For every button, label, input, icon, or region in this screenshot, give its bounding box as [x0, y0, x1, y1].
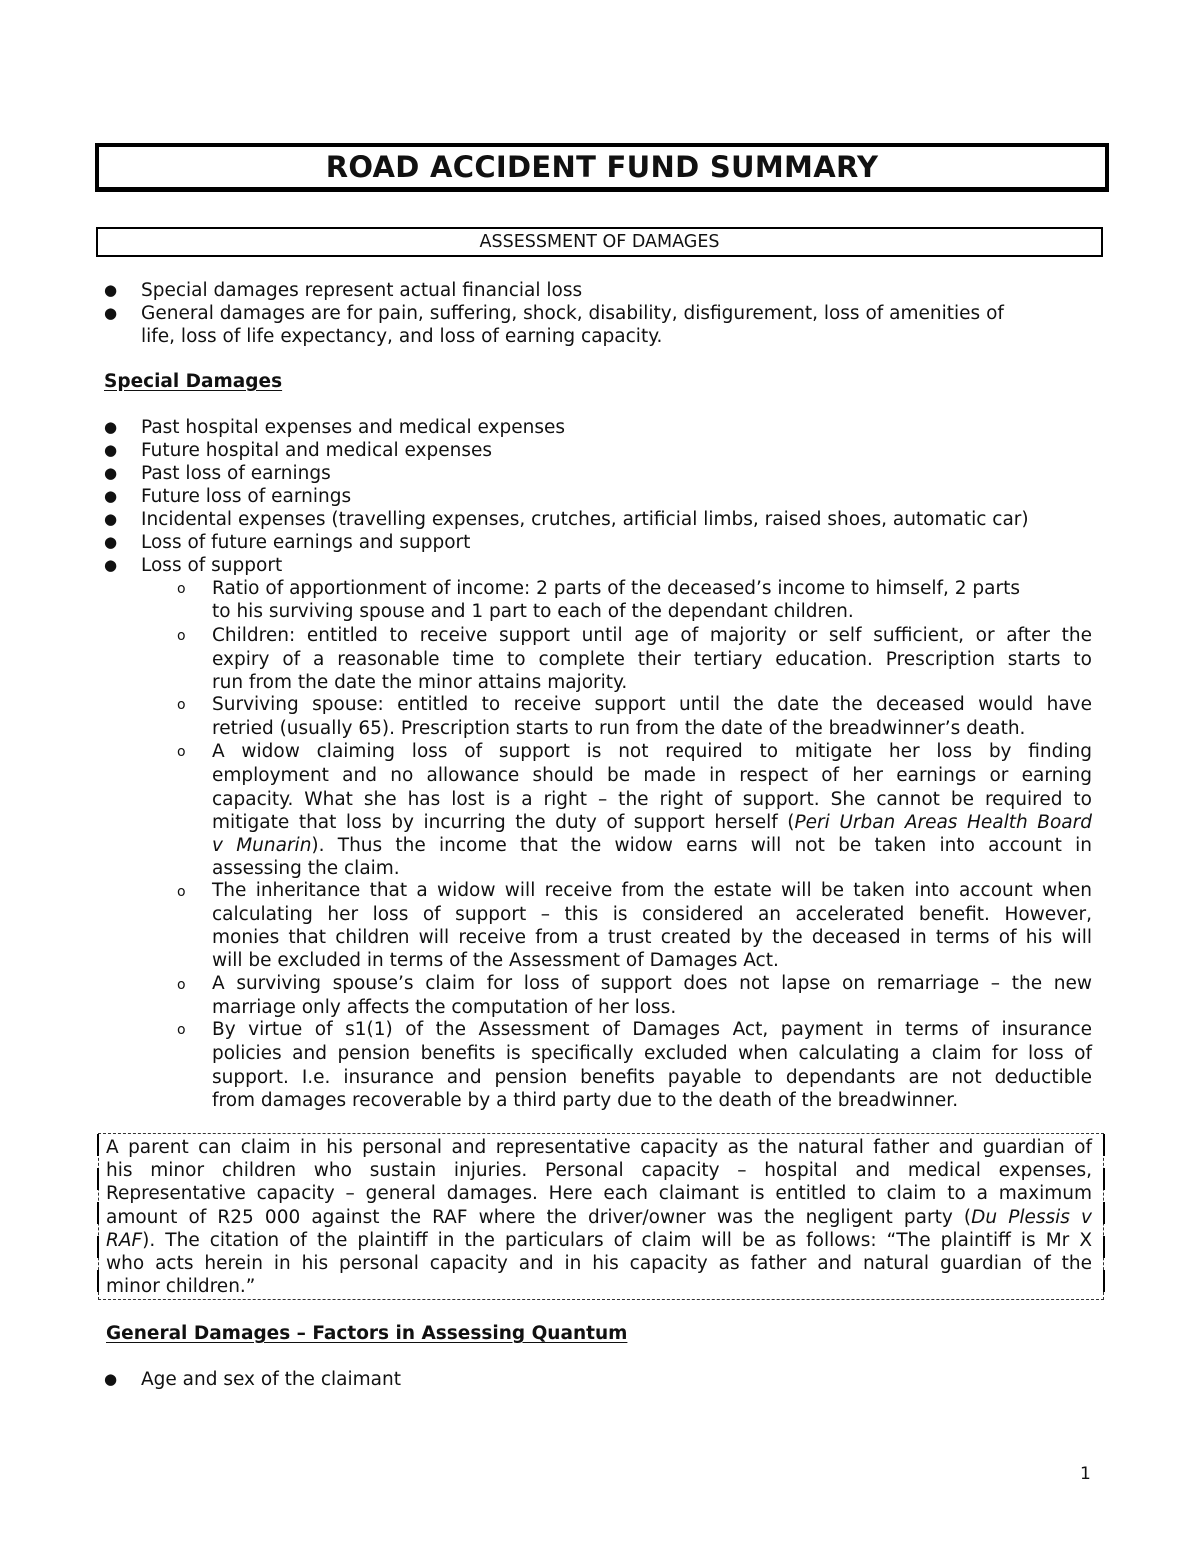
text-run: ). The citation of the plaintiff in the particulars of claim will be as follows: “The plaintiff is Mr X: [142, 1230, 1092, 1251]
note-line: who acts herein in his personal capacity and in his capacity as father and natural guardian of the: [106, 1253, 1092, 1274]
sub-bullet: o: [177, 628, 186, 644]
bullet: ●: [104, 533, 118, 551]
bullet: ●: [104, 464, 118, 482]
sub-item-cont: capacity. What she has lost is a right – the right of support. She cannot be required to: [212, 789, 1092, 810]
case-citation: v Munarin: [212, 835, 312, 856]
sub-bullet: o: [177, 977, 186, 993]
case-citation: RAF: [106, 1230, 143, 1251]
note-line: A parent can claim in his personal and representative capacity as the natural father and guardian of: [106, 1137, 1092, 1158]
bullet: ●: [104, 441, 118, 459]
list-item: Future hospital and medical expenses: [141, 440, 492, 461]
sub-item: A surviving spouse’s claim for loss of support does not lapse on remarriage – the new: [212, 973, 1092, 994]
case-citation: Du Plessis v: [971, 1207, 1092, 1228]
bullet: ●: [104, 1370, 118, 1388]
bullet: ●: [104, 281, 118, 299]
text-run: amount of R25 000 against the RAF where the driver/owner was the negligent party (: [106, 1207, 972, 1228]
list-item: Age and sex of the claimant: [141, 1369, 401, 1390]
sub-item-cont: retried (usually 65). Prescription starts to run from the date of the breadwinner’s death.: [212, 718, 1026, 739]
document-title: ROAD ACCIDENT FUND SUMMARY: [95, 143, 1109, 192]
sub-bullet: o: [177, 697, 186, 713]
special-damages-heading: Special Damages: [104, 371, 283, 392]
list-item: Incidental expenses (travelling expenses, crutches, artificial limbs, raised shoes, automatic car): [141, 509, 1029, 530]
list-item: Loss of future earnings and support: [141, 532, 471, 553]
sub-item: Surviving spouse: entitled to receive support until the date the deceased would have: [212, 694, 1092, 715]
list-item: Past loss of earnings: [141, 463, 331, 484]
bullet: ●: [104, 510, 118, 528]
sub-item-cont: will be excluded in terms of the Assessment of Damages Act.: [212, 950, 779, 971]
list-item: Loss of support: [141, 555, 283, 576]
sub-item-cont: from damages recoverable by a third party due to the death of the breadwinner.: [212, 1090, 959, 1111]
section-title: ASSESSMENT OF DAMAGES: [96, 227, 1103, 257]
sub-bullet: o: [177, 884, 186, 900]
list-item: Past hospital expenses and medical expenses: [141, 417, 566, 438]
sub-item: The inheritance that a widow will receive from the estate will be taken into account when: [212, 880, 1092, 901]
sub-item-cont: [212, 811, 1092, 834]
bullet: ●: [104, 304, 118, 322]
page-number: 1: [1080, 1464, 1091, 1484]
bullet: ●: [104, 418, 118, 436]
text-run: mitigate that loss by incurring the duty of support herself (: [212, 812, 795, 833]
intro-item-cont: life, loss of life expectancy, and loss of earning capacity.: [141, 326, 663, 347]
sub-item: By virtue of s1(1) of the Assessment of Damages Act, payment in terms of insurance: [212, 1019, 1092, 1040]
intro-item: Special damages represent actual financial loss: [141, 280, 583, 301]
sub-item-cont: expiry of a reasonable time to complete their tertiary education. Prescription starts to: [212, 649, 1092, 670]
note-line: [106, 1206, 1092, 1229]
sub-item: Ratio of apportionment of income: 2 parts of the deceased’s income to himself, 2 parts: [212, 578, 1021, 599]
bullet: ●: [104, 556, 118, 574]
bullet: ●: [104, 487, 118, 505]
text-run: ). Thus the income that the widow earns will not be taken into account in: [311, 835, 1092, 856]
sub-bullet: o: [177, 581, 186, 597]
note-line: minor children.”: [106, 1276, 256, 1297]
sub-item-cont: monies that children will receive from a trust created by the deceased in terms of his will: [212, 927, 1092, 948]
sub-item-cont: run from the date the minor attains majority.: [212, 672, 628, 693]
sub-item-cont: policies and pension benefits is specifically excluded when calculating a claim for loss of: [212, 1043, 1092, 1064]
list-item: Future loss of earnings: [141, 486, 352, 507]
sub-item-cont: assessing the claim.: [212, 858, 400, 879]
sub-item-cont: marriage only affects the computation of her loss.: [212, 997, 677, 1018]
sub-bullet: o: [177, 1022, 186, 1038]
note-line: his minor children who sustain injuries. Personal capacity – hospital and medical expenses,: [106, 1160, 1092, 1181]
sub-item: Children: entitled to receive support until age of majority or self sufficient, or after the: [212, 625, 1092, 646]
note-line: Representative capacity – general damages. Here each claimant is entitled to claim to a maximum: [106, 1183, 1092, 1204]
sub-item: A widow claiming loss of support is not required to mitigate her loss by finding: [212, 741, 1092, 762]
case-citation: Peri Urban Areas Health Board: [794, 812, 1092, 833]
note-line: [106, 1229, 1092, 1252]
sub-item-cont: support. I.e. insurance and pension benefits payable to dependants are not deductible: [212, 1067, 1092, 1088]
sub-bullet: o: [177, 744, 186, 760]
sub-item-cont: [212, 834, 1092, 857]
intro-item: General damages are for pain, suffering, shock, disability, disfigurement, loss of amenities of: [141, 303, 1004, 324]
sub-item-cont: employment and no allowance should be made in respect of her earnings or earning: [212, 765, 1092, 786]
sub-item-cont: to his surviving spouse and 1 part to each of the dependant children.: [212, 601, 854, 622]
sub-item-cont: calculating her loss of support – this is considered an accelerated benefit. However,: [212, 904, 1092, 925]
general-damages-heading: General Damages – Factors in Assessing Quantum: [106, 1323, 628, 1344]
